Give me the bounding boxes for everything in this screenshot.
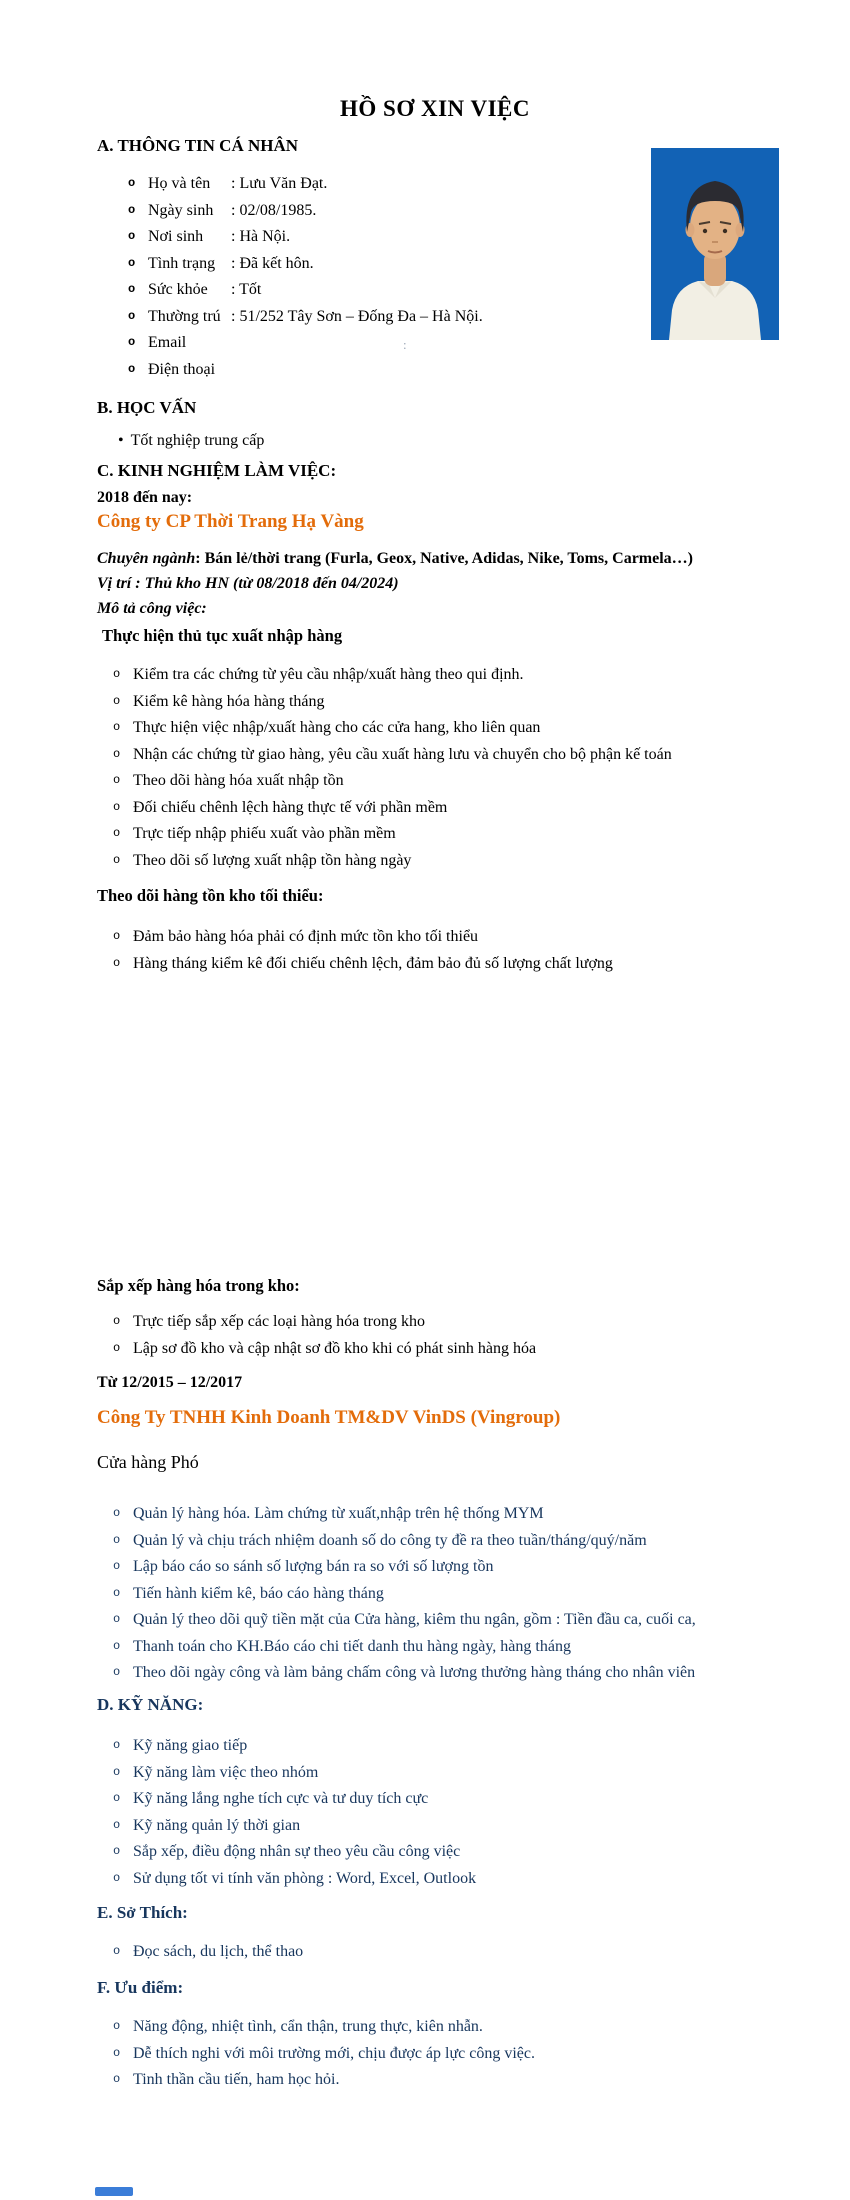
bullet-icon: o — [113, 1844, 121, 1858]
duty1-item — [113, 767, 672, 794]
job1-company-name: Công ty CP Thời Trang Hạ Vàng — [97, 511, 364, 532]
field-label: Email — [148, 334, 187, 351]
field-label: Ngày sinh — [148, 201, 214, 219]
duty1-item — [113, 820, 672, 847]
hobby-text: Đọc sách, du lịch, thể thao — [133, 1943, 304, 1960]
field-value: : 02/08/1985. — [231, 201, 317, 219]
personal-info-row — [128, 303, 483, 330]
duty1-item — [113, 847, 672, 874]
section-b-title: B. HỌC VẤN — [97, 398, 197, 417]
bullet-icon: o — [113, 2072, 121, 2086]
job2-duty-item — [113, 1527, 696, 1554]
personal-info-row — [128, 170, 483, 197]
duty-text: Quản lý theo dõi quỹ tiền mặt của Cửa hàng, kiêm thu ngân, gồm : Tiền đầu ca, cuối ca, — [133, 1611, 696, 1628]
duty-text: Quản lý hàng hóa. Làm chứng từ xuất,nhập trên hệ thống MYM — [133, 1505, 544, 1522]
skill-item — [113, 1812, 476, 1839]
personal-info-row — [128, 329, 483, 356]
bullet-icon: o — [128, 229, 136, 243]
job2-duty-item — [113, 1580, 696, 1607]
bullet-icon: o — [113, 955, 121, 970]
bullet-icon: o — [113, 929, 121, 943]
skill-item — [113, 1759, 476, 1786]
duty2-item — [113, 923, 613, 950]
bullet-icon: o — [113, 1764, 121, 1779]
duty-text: Trực tiếp sắp xếp các loại hàng hóa trong kho — [133, 1313, 426, 1330]
duty2-title: Theo dõi hàng tồn kho tối thiểu: — [97, 886, 324, 905]
strength-text: Năng động, nhiệt tình, cẩn thận, trung thực, kiên nhẫn. — [133, 2018, 483, 2035]
skills-list — [113, 1732, 476, 1891]
page-title: HỒ SƠ XIN VIỆC — [340, 96, 530, 121]
bullet-icon: o — [113, 1559, 121, 1573]
job2-duty-item — [113, 1659, 696, 1686]
duty-text: Theo dõi số lượng xuất nhập tồn hàng ngày — [133, 851, 412, 869]
strength-item — [113, 2040, 535, 2067]
duty-text: Theo dõi hàng hóa xuất nhập tồn — [133, 772, 344, 789]
duty-text: Đảm bảo hàng hóa phải có định mức tồn kho tối thiểu — [133, 928, 479, 945]
bullet-icon: o — [113, 1791, 121, 1805]
personal-info-row — [128, 197, 483, 224]
job2-period: Từ 12/2015 – 12/2017 — [97, 1374, 243, 1391]
duty1-item — [113, 741, 672, 768]
duty-text: Thực hiện việc nhập/xuất hàng cho các cửa hang, kho liên quan — [133, 719, 541, 736]
field-label: Thường trú — [148, 307, 221, 325]
skill-item — [113, 1785, 476, 1812]
field-value: : Hà Nội. — [231, 228, 291, 245]
duty-text: Nhận các chứng từ giao hàng, yêu cầu xuất hàng lưu và chuyển cho bộ phận kế toán — [133, 745, 672, 763]
bullet-icon: o — [113, 667, 121, 681]
bullet-icon: o — [113, 773, 121, 787]
job1-position: Vị trí : Thủ kho HN (từ 08/2018 đến 04/2024) — [97, 575, 399, 592]
duty2-list — [113, 923, 613, 976]
personal-info-list — [128, 170, 483, 382]
strength-text: Tinh thần cầu tiến, ham học hỏi. — [133, 2071, 340, 2088]
bullet-icon: o — [113, 1585, 121, 1600]
section-d-title: D. KỸ NĂNG: — [97, 1695, 204, 1714]
applicant-portrait-photo — [651, 148, 779, 340]
bullet-icon: o — [113, 799, 121, 814]
duty-text: Trực tiếp nhập phiếu xuất vào phần mềm — [133, 825, 396, 842]
duty3-item — [113, 1308, 536, 1335]
job2-duty-item — [113, 1633, 696, 1660]
duty-text: Kiểm kê hàng hóa hàng tháng — [133, 692, 325, 710]
job1-specialty — [97, 550, 693, 568]
skill-text: Sử dụng tốt vi tính văn phòng : Word, Excel, Outlook — [133, 1869, 477, 1887]
bullet-icon: o — [113, 1612, 121, 1626]
duty-text: Kiểm tra các chứng từ yêu cầu nhập/xuất hàng theo qui định. — [133, 666, 524, 683]
field-value: : Lưu Văn Đạt. — [231, 175, 328, 192]
duty2-item — [113, 950, 613, 977]
field-label: Sức khỏe — [148, 281, 208, 298]
skill-text: Kỹ năng làm việc theo nhóm — [133, 1763, 319, 1781]
bullet-icon: o — [113, 1665, 121, 1679]
job2-company-name: Công Ty TNHH Kinh Doanh TM&DV VinDS (Vingroup) — [97, 1407, 561, 1428]
skill-text: Kỹ năng giao tiếp — [133, 1737, 248, 1754]
portrait-photo-graphic — [651, 148, 779, 340]
section-e-title: E. Sở Thích: — [97, 1903, 188, 1922]
bullet-icon: o — [113, 826, 121, 840]
field-value: : 51/252 Tây Sơn – Đống Đa – Hà Nội. — [231, 307, 483, 325]
job2-duty-item — [113, 1606, 696, 1633]
bullet-icon: o — [113, 1944, 121, 1958]
duty3-list — [113, 1308, 536, 1361]
duty1-title: Thực hiện thủ tục xuất nhập hàng — [102, 626, 343, 645]
skill-item — [113, 1865, 476, 1892]
email-faint-colon: : — [403, 337, 407, 352]
skill-item — [113, 1838, 476, 1865]
personal-info-row — [128, 223, 483, 250]
specialty-label: Chuyên ngành — [97, 550, 196, 567]
strength-item — [113, 2066, 535, 2093]
duty3-item — [113, 1335, 536, 1362]
bullet-icon: o — [128, 255, 136, 270]
bullet-icon: o — [113, 1506, 121, 1520]
bullet-icon: o — [113, 2045, 121, 2060]
field-label: Điện thoại — [148, 360, 216, 378]
section-a-title: A. THÔNG TIN CÁ NHÂN — [97, 136, 299, 155]
duty-text: Lập báo cáo so sánh số lượng bán ra so với số lượng tồn — [133, 1558, 494, 1575]
personal-info-row — [128, 250, 483, 277]
personal-info-row — [128, 356, 483, 383]
job2-position: Cửa hàng Phó — [97, 1452, 199, 1472]
bullet-icon: o — [113, 693, 121, 708]
duty3-title: Sắp xếp hàng hóa trong kho: — [97, 1276, 300, 1295]
duty1-item — [113, 688, 672, 715]
bullet-icon: o — [113, 746, 121, 761]
skill-text: Kỹ năng lắng nghe tích cực và tư duy tích cực — [133, 1790, 429, 1807]
bullet-icon: o — [113, 1870, 121, 1885]
strengths-list — [113, 2013, 535, 2093]
job2-duties-list — [113, 1500, 696, 1686]
field-value: : Đã kết hôn. — [231, 254, 314, 272]
field-label: Nơi sinh — [148, 228, 204, 245]
hobbies-list — [113, 1938, 303, 1965]
bullet-icon: o — [128, 308, 136, 323]
duty1-item — [113, 794, 672, 821]
skill-text: Kỹ năng quản lý thời gian — [133, 1816, 301, 1834]
duty-text: Thanh toán cho KH.Báo cáo chi tiết danh thu hàng ngày, hàng tháng — [133, 1637, 571, 1655]
bullet-icon: o — [128, 202, 136, 217]
education-item — [118, 432, 264, 450]
bullet-icon: o — [113, 852, 121, 867]
specialty-value: : Bán lẻ/thời trang (Furla, Geox, Native, Adidas, Nike, Toms, Carmela…) — [195, 550, 694, 567]
bullet-icon: o — [113, 1738, 121, 1752]
bullet-icon: o — [128, 361, 136, 376]
duty-text: Hàng tháng kiểm kê đối chiếu chênh lệch, đảm bảo đủ số lượng chất lượng — [133, 954, 613, 972]
field-label: Họ và tên — [148, 175, 211, 192]
job2-duty-item — [113, 1553, 696, 1580]
section-c-title: C. KINH NGHIỆM LÀM VIỆC: — [97, 461, 337, 480]
bullet-icon: o — [113, 1817, 121, 1832]
duty-text: Đối chiếu chênh lệch hàng thực tế với phần mềm — [133, 798, 448, 816]
duty-text: Tiến hành kiểm kê, báo cáo hàng tháng — [133, 1584, 384, 1602]
bullet-icon: o — [128, 335, 136, 349]
duty1-list — [113, 661, 672, 873]
bullet-icon: o — [113, 1532, 121, 1547]
duty1-item — [113, 661, 672, 688]
bullet-icon: o — [113, 1638, 121, 1653]
field-label: Tình trạng — [148, 254, 216, 272]
section-f-title: F. Ưu điểm: — [97, 1978, 184, 1997]
skill-item — [113, 1732, 476, 1759]
strength-text: Dễ thích nghi với môi trường mới, chịu được áp lực công việc. — [133, 2044, 535, 2062]
education-text: Tốt nghiệp trung cấp — [130, 432, 265, 449]
duty-text: Theo dõi ngày công và làm bảng chấm công và lương thưởng hàng tháng cho nhân viên — [133, 1664, 696, 1681]
duty-text: Lập sơ đồ kho và cập nhật sơ đồ kho khi có phát sinh hàng hóa — [133, 1339, 537, 1357]
duty1-item — [113, 714, 672, 741]
field-value: : Tốt — [231, 281, 262, 298]
bullet-icon: o — [113, 2019, 121, 2033]
job1-period: 2018 đến nay: — [97, 489, 193, 506]
bullet-icon: o — [113, 1340, 121, 1355]
bullet-icon: o — [128, 176, 136, 190]
personal-info-row — [128, 276, 483, 303]
dot-bullet-icon: • — [118, 432, 124, 449]
bullet-icon: o — [113, 720, 121, 734]
job1-description-label: Mô tả công việc: — [97, 600, 207, 617]
bullet-icon: o — [128, 282, 136, 296]
job2-duty-item — [113, 1500, 696, 1527]
bullet-icon: o — [113, 1314, 121, 1328]
strength-item — [113, 2013, 535, 2040]
hobby-item — [113, 1938, 303, 1965]
bottom-blue-bar — [95, 2187, 133, 2196]
duty-text: Quản lý và chịu trách nhiệm doanh số do công ty đề ra theo tuần/tháng/quý/năm — [133, 1531, 647, 1549]
skill-text: Sắp xếp, điều động nhân sự theo yêu cầu công việc — [133, 1843, 461, 1860]
